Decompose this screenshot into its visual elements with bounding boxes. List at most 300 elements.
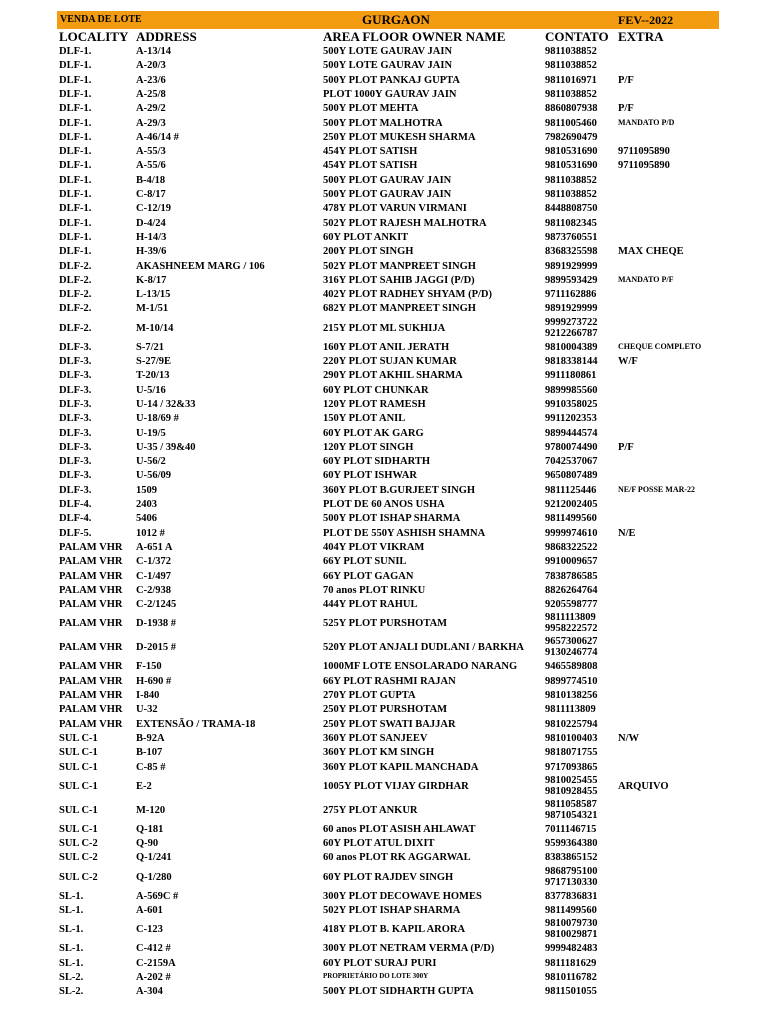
contact-line: 9780074490 xyxy=(545,441,598,453)
cell-extra: P/F xyxy=(618,74,634,86)
cell-area-owner: PLOT DE 550Y ASHISH SHAMNA xyxy=(323,527,486,539)
cell-contact xyxy=(545,690,598,701)
cell-address: A-20/3 xyxy=(136,60,166,72)
cell-contact xyxy=(545,232,598,243)
cell-area-owner: 200Y PLOT SINGH xyxy=(323,246,414,258)
cell-address: A-569C # xyxy=(136,890,179,902)
contact-line: 9818071755 xyxy=(545,747,598,759)
contact-line: 9811499560 xyxy=(545,905,597,916)
cell-locality: DLF-1. xyxy=(59,189,92,200)
cell-contact xyxy=(545,661,598,672)
cell-area-owner: 250Y PLOT MUKESH SHARMA xyxy=(323,131,476,143)
table-row xyxy=(0,274,768,288)
contact-line: 8383865152 xyxy=(545,852,598,864)
cell-address: 1509 xyxy=(136,484,157,496)
cell-area-owner: 520Y PLOT ANJALI DUDLANI / BARKHA xyxy=(323,642,524,654)
cell-area-owner: 66Y PLOT GAGAN xyxy=(323,570,414,582)
contact-line: 9811005460 xyxy=(545,117,597,129)
cell-contact xyxy=(545,972,597,983)
cell-address: Q-1/241 xyxy=(136,852,172,864)
cell-area-owner: 66Y PLOT RASHMI RAJAN xyxy=(323,675,456,687)
cell-address: AKASHNEEM MARG / 106 xyxy=(136,260,265,272)
cell-contact xyxy=(545,891,598,902)
cell-address: S-7/21 xyxy=(136,341,165,353)
cell-locality: PALAM VHR xyxy=(59,661,123,673)
cell-address: K-8/17 xyxy=(136,274,167,286)
cell-address: D-1938 # xyxy=(136,618,176,630)
cell-contact xyxy=(545,799,598,821)
cell-area-owner: 60Y PLOT SURAJ PURI xyxy=(323,957,437,969)
table-row xyxy=(0,957,768,971)
table-row xyxy=(0,317,768,341)
cell-address: A-55/6 xyxy=(136,160,166,172)
cell-contact xyxy=(545,852,598,863)
cell-address: M-120 xyxy=(136,804,166,816)
cell-address: U-14 / 32&33 xyxy=(136,398,196,410)
contact-line: 9212266787 xyxy=(545,327,598,339)
cell-area-owner: 250Y PLOT PURSHOTAM xyxy=(323,704,448,716)
cell-address: H-39/6 xyxy=(136,246,167,258)
cell-area-owner: 300Y PLOT NETRAM VERMA (P/D) xyxy=(323,943,495,955)
table-row xyxy=(0,866,768,890)
cell-address: U-56/09 xyxy=(136,470,171,482)
cell-locality: PALAM VHR xyxy=(59,618,123,630)
title-banner xyxy=(57,11,719,29)
cell-contact xyxy=(545,317,598,339)
cell-area-owner: 454Y PLOT SATISH xyxy=(323,160,418,172)
cell-address: A-304 xyxy=(136,986,163,998)
contact-line: 9811082345 xyxy=(545,217,597,229)
cell-address: 1012 # xyxy=(136,527,165,539)
cell-contact xyxy=(545,824,596,835)
cell-address: A-55/3 xyxy=(136,146,166,158)
cell-locality: SUL C-2 xyxy=(59,871,98,883)
cell-address: B-107 xyxy=(136,747,163,759)
cell-locality: DLF-4. xyxy=(59,499,92,510)
cell-extra: ARQUIVO xyxy=(618,780,669,792)
cell-address: U-19/5 xyxy=(136,427,166,439)
cell-area-owner: 160Y PLOT ANIL JERATH xyxy=(323,341,450,353)
cell-area-owner: 60 anos PLOT ASISH AHLAWAT xyxy=(323,823,476,835)
cell-area-owner: 682Y PLOT MANPREET SINGH xyxy=(323,303,476,315)
contact-line: 9717130330 xyxy=(545,876,598,888)
cell-address: T-20/13 xyxy=(136,370,170,382)
table-row xyxy=(0,746,768,760)
cell-locality: DLF-2. xyxy=(59,303,92,315)
cell-contact xyxy=(545,342,598,353)
contact-line: 9811125446 xyxy=(545,484,597,496)
cell-locality: SUL C-1 xyxy=(59,761,98,773)
cell-contact xyxy=(545,556,598,567)
table-row xyxy=(0,703,768,717)
table-row xyxy=(0,675,768,689)
cell-contact xyxy=(545,542,598,553)
cell-address: L-13/15 xyxy=(136,289,171,301)
cell-contact xyxy=(545,356,598,367)
cell-contact xyxy=(545,528,598,539)
cell-area-owner: 360Y PLOT KM SINGH xyxy=(323,747,435,759)
cell-contact xyxy=(545,289,596,300)
table-row xyxy=(0,441,768,455)
cell-area-owner: 500Y PLOT MALHOTRA xyxy=(323,117,443,129)
header-extra: EXTRA xyxy=(618,29,664,44)
contact-line: 9910358025 xyxy=(545,398,598,410)
cell-contact xyxy=(545,905,597,916)
cell-address: U-35 / 39&40 xyxy=(136,441,196,453)
cell-locality: DLF-1. xyxy=(59,60,92,72)
cell-address: C-412 # xyxy=(136,943,171,955)
cell-extra: P/F xyxy=(618,103,634,115)
cell-contact xyxy=(545,385,598,396)
cell-contact xyxy=(545,218,597,229)
cell-locality: SUL C-1 xyxy=(59,804,98,816)
table-row xyxy=(0,775,768,799)
cell-area-owner: PROPRIETÁRIO DO LOTE 300Y xyxy=(323,971,429,980)
table-row xyxy=(0,904,768,918)
cell-locality: PALAM VHR xyxy=(59,599,123,611)
cell-address: D-2015 # xyxy=(136,642,176,654)
contact-line: 9811499560 xyxy=(545,513,597,525)
table-row xyxy=(0,341,768,355)
table-row xyxy=(0,732,768,746)
table-row xyxy=(0,59,768,73)
contact-line: 9899774510 xyxy=(545,675,598,687)
cell-locality: DLF-3. xyxy=(59,384,92,396)
cell-locality: DLF-2. xyxy=(59,289,92,301)
table-row xyxy=(0,823,768,837)
cell-area-owner: 270Y PLOT GUPTA xyxy=(323,690,416,701)
cell-address: U-32 xyxy=(136,704,158,716)
cell-locality: DLF-1. xyxy=(59,217,92,229)
cell-locality: SUL C-1 xyxy=(59,732,98,744)
cell-contact xyxy=(545,303,598,314)
table-row xyxy=(0,288,768,302)
cell-extra: 9711095890 xyxy=(618,146,670,158)
contact-line: 8368325598 xyxy=(545,246,598,258)
cell-area-owner: 500Y LOTE GAURAV JAIN xyxy=(323,60,453,72)
cell-address: H-690 # xyxy=(136,675,172,687)
cell-extra: P/F xyxy=(618,441,634,453)
cell-locality: DLF-1. xyxy=(59,246,92,258)
contact-line: 9810225794 xyxy=(545,718,598,730)
cell-contact xyxy=(545,103,598,114)
cell-address: B-4/18 xyxy=(136,174,166,186)
cell-locality: SUL C-1 xyxy=(59,823,98,835)
cell-contact xyxy=(545,132,598,143)
cell-area-owner: 60Y PLOT CHUNKAR xyxy=(323,384,429,396)
cell-locality: SL-1. xyxy=(59,924,84,936)
cell-area-owner: PLOT DE 60 ANOS USHA xyxy=(323,499,445,510)
cell-contact xyxy=(545,838,598,849)
contact-line: 9899985560 xyxy=(545,384,598,396)
cell-contact xyxy=(545,747,598,758)
contact-line: 9810079730 xyxy=(545,918,598,930)
contact-line: 9910009657 xyxy=(545,556,598,568)
table-row xyxy=(0,971,768,985)
cell-contact xyxy=(545,203,598,214)
cell-address: A-23/6 xyxy=(136,74,166,86)
table-row xyxy=(0,636,768,660)
table-row xyxy=(0,202,768,216)
contact-line: 9891929999 xyxy=(545,260,598,272)
contact-line: 9811501055 xyxy=(545,986,597,998)
cell-contact xyxy=(545,246,598,257)
cell-contact xyxy=(545,762,598,773)
cell-locality: DLF-3. xyxy=(59,456,92,468)
cell-extra: MAX CHEQE xyxy=(618,246,684,258)
cell-area-owner: 500Y LOTE GAURAV JAIN xyxy=(323,46,453,57)
cell-contact xyxy=(545,943,598,954)
cell-contact xyxy=(545,599,598,610)
table-row xyxy=(0,131,768,145)
contact-line: 9810138256 xyxy=(545,690,598,701)
cell-area-owner: 60Y PLOT RAJDEV SINGH xyxy=(323,871,454,883)
cell-locality: DLF-1. xyxy=(59,88,92,100)
cell-locality: DLF-1. xyxy=(59,231,92,243)
cell-locality: DLF-1. xyxy=(59,160,92,172)
table-row xyxy=(0,231,768,245)
table-row xyxy=(0,88,768,102)
cell-area-owner: 300Y PLOT DECOWAVE HOMES xyxy=(323,890,482,902)
contact-line: 9891929999 xyxy=(545,303,598,315)
table-row xyxy=(0,942,768,956)
cell-contact xyxy=(545,175,597,186)
cell-locality: DLF-3. xyxy=(59,413,92,425)
contact-line: 9811038852 xyxy=(545,174,597,186)
cell-locality: DLF-1. xyxy=(59,103,92,115)
cell-area-owner: 120Y PLOT SINGH xyxy=(323,441,414,453)
cell-area-owner: 502Y PLOT RAJESH MALHOTRA xyxy=(323,217,487,229)
cell-locality: DLF-2. xyxy=(59,322,92,334)
table-row xyxy=(0,412,768,426)
table-row xyxy=(0,660,768,674)
cell-address: F-150 xyxy=(136,661,162,673)
cell-contact xyxy=(545,413,597,424)
table-row xyxy=(0,469,768,483)
contact-line: 9868795100 xyxy=(545,865,598,877)
contact-line: 9810531690 xyxy=(545,160,598,172)
cell-address: U-56/2 xyxy=(136,456,166,468)
cell-locality: PALAM VHR xyxy=(59,556,123,568)
cell-locality: DLF-3. xyxy=(59,484,92,496)
cell-area-owner: 502Y PLOT ISHAP SHARMA xyxy=(323,905,461,916)
contact-line: 9999273722 xyxy=(545,316,598,328)
cell-address: C-123 xyxy=(136,924,163,936)
cell-address: Q-1/280 xyxy=(136,871,172,883)
cell-extra: W/F xyxy=(618,356,638,367)
table-row xyxy=(0,541,768,555)
contact-line: 9899444574 xyxy=(545,427,598,439)
table-row xyxy=(0,512,768,526)
cell-area-owner: 500Y PLOT GAURAV JAIN xyxy=(323,174,452,186)
cell-address: C-2/938 xyxy=(136,584,171,596)
table-row xyxy=(0,612,768,636)
contact-line: 8860807938 xyxy=(545,103,598,115)
contact-line: 9871054321 xyxy=(545,809,598,821)
cell-area-owner: 150Y PLOT ANIL xyxy=(323,413,406,425)
table-row xyxy=(0,159,768,173)
cell-address: C-8/17 xyxy=(136,189,166,200)
table-row xyxy=(0,188,768,202)
table-row xyxy=(0,498,768,512)
contact-line: 9810100403 xyxy=(545,732,598,744)
cell-address: A-46/14 # xyxy=(136,131,179,143)
contact-line: 9899593429 xyxy=(545,274,598,286)
contact-line: 9811038852 xyxy=(545,88,597,100)
cell-address: A-29/3 xyxy=(136,117,166,129)
cell-contact xyxy=(545,866,598,888)
cell-area-owner: 120Y PLOT RAMESH xyxy=(323,398,426,410)
contact-line: 9599364380 xyxy=(545,838,598,850)
cell-area-owner: 60Y PLOT AK GARG xyxy=(323,427,424,439)
table-row xyxy=(0,598,768,612)
cell-contact xyxy=(545,571,598,582)
cell-contact xyxy=(545,428,598,439)
cell-area-owner: 250Y PLOT SWATI BAJJAR xyxy=(323,718,456,730)
cell-area-owner: 500Y PLOT SIDHARTH GUPTA xyxy=(323,986,474,998)
cell-locality: DLF-1. xyxy=(59,131,92,143)
contact-line: 9810025455 xyxy=(545,774,598,786)
cell-locality: SL-1. xyxy=(59,890,84,902)
contact-line: 9873760551 xyxy=(545,231,598,243)
cell-contact xyxy=(545,75,597,86)
contact-line: 9810531690 xyxy=(545,146,598,158)
cell-address: D-4/24 xyxy=(136,217,166,229)
cell-area-owner: 1005Y PLOT VIJAY GIRDHAR xyxy=(323,780,469,792)
cell-locality: DLF-3. xyxy=(59,356,92,367)
cell-contact xyxy=(545,370,596,381)
contact-line: 9911202353 xyxy=(545,413,597,425)
cell-area-owner: 360Y PLOT KAPIL MANCHADA xyxy=(323,761,479,773)
cell-area-owner: 220Y PLOT SUJAN KUMAR xyxy=(323,356,457,367)
table-row xyxy=(0,369,768,383)
cell-area-owner: 500Y PLOT PANKAJ GUPTA xyxy=(323,74,460,86)
cell-contact xyxy=(545,676,598,687)
header-locality: LOCALITY xyxy=(59,29,129,44)
table-row xyxy=(0,918,768,942)
cell-address: EXTENSÃO / TRAMA-18 xyxy=(136,718,256,730)
cell-address: A-13/14 xyxy=(136,46,171,57)
cell-address: 2403 xyxy=(136,499,157,510)
listing-table xyxy=(0,45,768,1021)
cell-locality: SL-1. xyxy=(59,957,84,969)
cell-address: U-5/16 xyxy=(136,384,166,396)
cell-area-owner: 360Y PLOT SANJEEV xyxy=(323,732,428,744)
cell-area-owner: 404Y PLOT VIKRAM xyxy=(323,541,425,553)
contact-line: 9810029871 xyxy=(545,929,598,941)
cell-locality: DLF-3. xyxy=(59,427,92,439)
table-row xyxy=(0,718,768,732)
cell-contact xyxy=(545,986,597,997)
cell-area-owner: 500Y PLOT ISHAP SHARMA xyxy=(323,513,461,525)
contact-line: 9811038852 xyxy=(545,189,597,200)
cell-area-owner: 290Y PLOT AKHIL SHARMA xyxy=(323,370,463,382)
contact-line: 9657300627 xyxy=(545,636,598,648)
table-row xyxy=(0,217,768,231)
contact-line: 9811038852 xyxy=(545,60,597,72)
cell-contact xyxy=(545,775,598,797)
table-row xyxy=(0,355,768,369)
cell-locality: PALAM VHR xyxy=(59,718,123,730)
cell-locality: DLF-1. xyxy=(59,203,92,215)
table-row xyxy=(0,74,768,88)
cell-locality: DLF-1. xyxy=(59,46,92,57)
cell-locality: DLF-4. xyxy=(59,513,92,525)
table-row xyxy=(0,398,768,412)
banner-title-date: FEV--2022 xyxy=(618,13,674,27)
cell-locality: DLF-1. xyxy=(59,146,92,158)
cell-area-owner: 60Y PLOT SIDHARTH xyxy=(323,456,430,468)
table-row xyxy=(0,145,768,159)
cell-area-owner: 402Y PLOT RADHEY SHYAM (P/D) xyxy=(323,289,492,301)
table-row xyxy=(0,302,768,316)
cell-locality: SUL C-1 xyxy=(59,747,98,759)
cell-area-owner: 444Y PLOT RAHUL xyxy=(323,599,418,611)
contact-line: 8377836831 xyxy=(545,890,598,902)
cell-area-owner: 500Y PLOT GAURAV JAIN xyxy=(323,189,452,200)
cell-area-owner: 70 anos PLOT RINKU xyxy=(323,584,426,596)
contact-line: 9999974610 xyxy=(545,527,598,539)
cell-address: 5406 xyxy=(136,513,157,525)
contact-line: 8448808750 xyxy=(545,203,598,215)
banner-title-city: GURGAON xyxy=(362,12,430,27)
table-row xyxy=(0,45,768,59)
contact-line: 7011146715 xyxy=(545,823,597,835)
cell-area-owner: 60Y PLOT ANKIT xyxy=(323,231,409,243)
table-row xyxy=(0,555,768,569)
cell-area-owner: 360Y PLOT B.GURJEET SINGH xyxy=(323,484,476,496)
cell-address: C-12/19 xyxy=(136,203,171,215)
table-row xyxy=(0,455,768,469)
cell-contact xyxy=(545,456,598,467)
contact-line: 9868322522 xyxy=(545,541,598,553)
contact-line: 9958222572 xyxy=(545,623,598,635)
table-row xyxy=(0,761,768,775)
cell-locality: DLF-1. xyxy=(59,174,92,186)
table-row xyxy=(0,837,768,851)
cell-locality: DLF-3. xyxy=(59,470,92,482)
cell-contact xyxy=(545,612,598,634)
cell-contact xyxy=(545,470,598,481)
cell-area-owner: 500Y PLOT MEHTA xyxy=(323,103,419,115)
table-row xyxy=(0,890,768,904)
cell-locality: DLF-1. xyxy=(59,74,92,86)
banner-title-left: VENDA DE LOTE xyxy=(60,14,142,25)
cell-contact xyxy=(545,704,596,715)
cell-contact xyxy=(545,918,598,940)
cell-locality: DLF-3. xyxy=(59,441,92,453)
cell-contact xyxy=(545,146,598,157)
cell-locality: SUL C-1 xyxy=(59,780,98,792)
cell-address: C-1/372 xyxy=(136,556,171,568)
cell-address: Q-181 xyxy=(136,823,164,835)
contact-line: 9811113809 xyxy=(545,612,596,624)
table-row xyxy=(0,527,768,541)
cell-contact xyxy=(545,499,598,510)
contact-line: 8826264764 xyxy=(545,584,598,596)
cell-contact xyxy=(545,89,597,100)
contact-line: 9711162886 xyxy=(545,289,597,301)
cell-address: M-1/51 xyxy=(136,303,169,315)
cell-locality: PALAM VHR xyxy=(59,704,123,716)
cell-address: C-1/497 xyxy=(136,570,171,582)
contact-line: 9205598777 xyxy=(545,599,598,611)
cell-address: C-85 # xyxy=(136,761,166,773)
cell-area-owner: PLOT 1000Y GAURAV JAIN xyxy=(323,88,457,100)
cell-address: M-10/14 xyxy=(136,322,174,334)
cell-address: C-2/1245 xyxy=(136,599,177,611)
cell-locality: SL-2. xyxy=(59,986,84,998)
